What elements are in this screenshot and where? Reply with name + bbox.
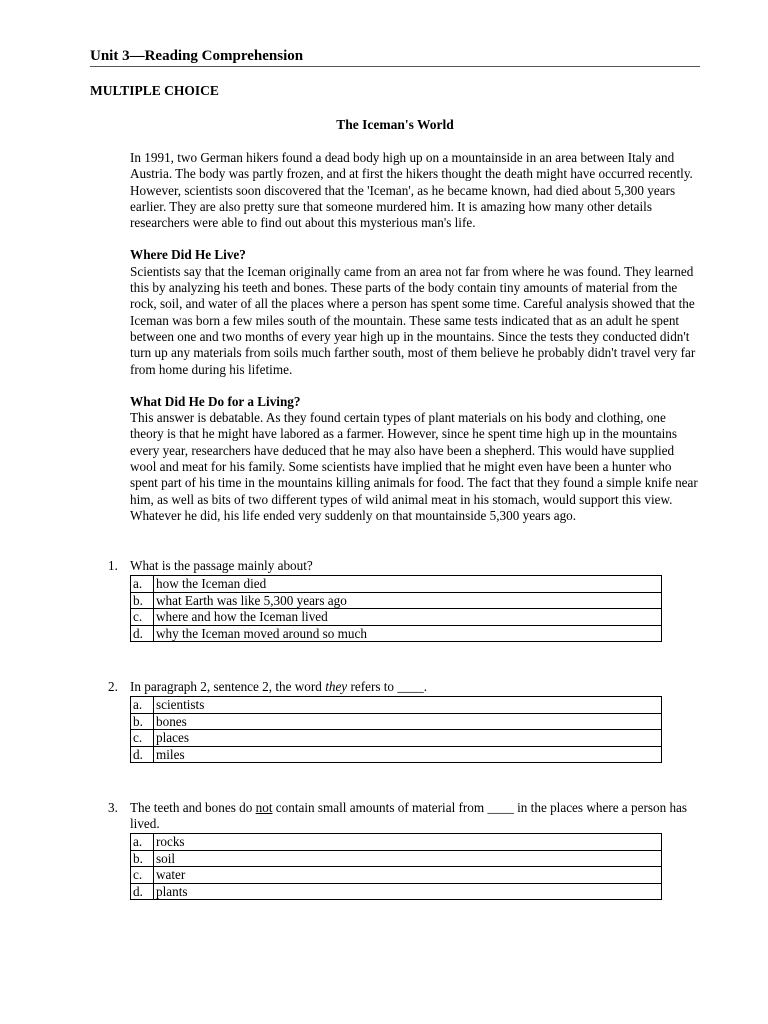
choice-row[interactable] (131, 697, 662, 714)
choice-text: soil (154, 850, 662, 867)
answer-choices-table (130, 575, 662, 642)
question-stem (108, 679, 708, 695)
choice-text: what Earth was like 5,300 years ago (154, 592, 662, 609)
question-text (130, 800, 708, 832)
choice-row[interactable] (131, 850, 662, 867)
choice-row[interactable] (131, 883, 662, 900)
question-number: 1. (108, 558, 118, 573)
answer-choices-table (130, 833, 662, 900)
choice-letter: a. (131, 576, 154, 593)
choice-letter: a. (131, 697, 154, 714)
choice-letter: a. (131, 834, 154, 851)
choice-letter: b. (131, 850, 154, 867)
choice-text: where and how the Iceman lived (154, 609, 662, 626)
question-1 (108, 558, 708, 642)
document-header (90, 47, 700, 67)
choice-row[interactable] (131, 592, 662, 609)
choice-row[interactable] (131, 867, 662, 884)
choice-row[interactable] (131, 834, 662, 851)
question-2 (108, 679, 708, 763)
question-emphasis: not (255, 800, 273, 815)
section-paragraph-where: Scientists say that the Iceman originally came from an area not far from where he was found. They learned this by analyzing his teeth and bones. These parts of the body contain tiny amounts of material from the rock, soil, and water of all the places where a person has spent some time. Careful analysis showed that the Iceman was born a few miles south of the mountain. These same tests indicated that as an adult he spent between one and two months of every year high up in the mountains. Since the tests they conducted didn't turn up any materials from soils much farther south, most of them believe he probably didn't travel very far from home during his lifetime. (130, 263, 696, 377)
choice-letter: d. (131, 625, 154, 642)
question-emphasis: they (325, 679, 348, 694)
passage-intro-paragraph: In 1991, two German hikers found a dead body high up on a mountainside in an area between Italy and Austria. The body was partly frozen, and at first the hikers thought the death might have occurred recently. However, scientists soon discovered that the 'Iceman', as he became known, had died about 5,300 years earlier. They are also pretty sure that someone murdered him. It is amazing how many other details researchers were able to find out about this mysterious man's life. (130, 150, 693, 231)
choice-text: plants (154, 883, 662, 900)
section-title: MULTIPLE CHOICE (90, 83, 219, 98)
question-text: What is the passage mainly about? (130, 558, 313, 573)
choice-text: rocks (154, 834, 662, 851)
question-text-before: In paragraph 2, sentence 2, the word (130, 679, 326, 694)
choice-text: how the Iceman died (154, 576, 662, 593)
choice-row[interactable] (131, 746, 662, 763)
choice-letter: b. (131, 713, 154, 730)
choice-row[interactable] (131, 730, 662, 747)
choice-row[interactable] (131, 625, 662, 642)
section-paragraph-living: This answer is debatable. As they found certain types of plant materials on his body and clothing, one theory is that he might have labored as a farmer. However, since he spent time high up in the mountains every year, researchers have deduced that he may also have been a shepherd. This would have supplied wool and meat for his family. Some scientists have implied that he might even have been a hunter who spent part of his time in the mountains killing animals for food. The fact that they found a simple knife near him, as well as bits of two different types of wild animal meat in his stomach, would support this view. Whatever he did, his life ended very suddenly on that mountainside 5,300 years ago. (130, 410, 698, 523)
question-text-before: The teeth and bones do (130, 800, 256, 815)
choice-text: scientists (154, 697, 662, 714)
section-heading-living: What Did He Do for a Living? (130, 393, 301, 409)
choice-letter: c. (131, 609, 154, 626)
question-text-after: refers to ____. (347, 679, 427, 694)
choice-row[interactable] (131, 609, 662, 626)
choice-row[interactable] (131, 713, 662, 730)
passage-body (130, 150, 702, 540)
choice-letter: d. (131, 883, 154, 900)
question-number: 2. (108, 679, 118, 694)
choice-letter: c. (131, 867, 154, 884)
choice-row[interactable] (131, 576, 662, 593)
question-stem (108, 558, 708, 574)
question-text-after: contain small amounts of material from ____ in the places where a person has lived. (130, 800, 688, 831)
choice-letter: b. (131, 592, 154, 609)
question-3 (108, 800, 708, 900)
choice-text: why the Iceman moved around so much (154, 625, 662, 642)
choice-text: miles (154, 746, 662, 763)
choice-text: water (154, 867, 662, 884)
question-number: 3. (108, 800, 118, 815)
choice-letter: c. (131, 730, 154, 747)
question-text (130, 679, 708, 695)
section-heading-where: Where Did He Live? (130, 247, 246, 263)
choice-text: bones (154, 713, 662, 730)
choice-text: places (154, 730, 662, 747)
choice-letter: d. (131, 746, 154, 763)
answer-choices-table (130, 696, 662, 763)
unit-title: Unit 3—Reading Comprehension (90, 48, 304, 64)
passage-title: The Iceman's World (336, 117, 454, 132)
question-stem (108, 800, 708, 832)
